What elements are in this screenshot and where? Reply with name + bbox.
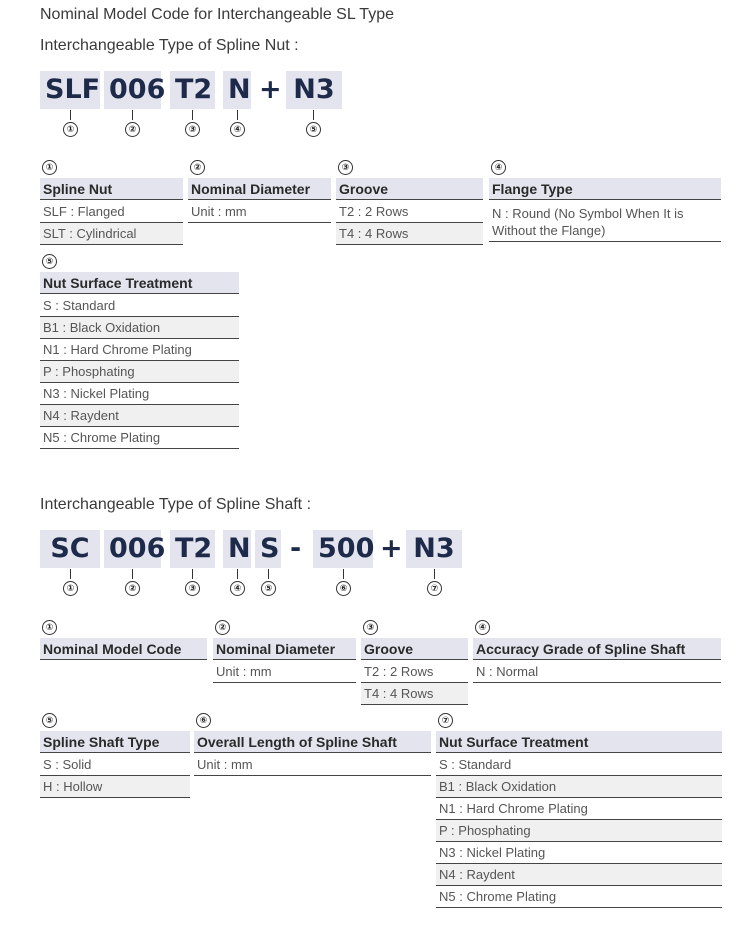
callout-number: ③ (185, 122, 200, 137)
table-number: ⑤ (42, 254, 57, 269)
table-header: Flange Type (489, 178, 721, 200)
table-row: S : Solid (40, 754, 190, 776)
tick-line (268, 569, 269, 579)
page-title: Nominal Model Code for Interchangeable SL Type (40, 6, 394, 23)
shaft-code-part: 006 (104, 530, 161, 568)
table-number: ③ (338, 160, 353, 175)
table-row: SLF : Flanged (40, 201, 183, 223)
table-row: H : Hollow (40, 776, 190, 798)
table-number: ② (190, 160, 205, 175)
callout-number: ③ (185, 581, 200, 596)
table-header: Groove (336, 178, 483, 200)
table-row: SLT : Cylindrical (40, 223, 183, 245)
nut-table-nominal-diameter (188, 160, 331, 230)
callout-number: ⑤ (306, 122, 321, 137)
table-row: T4 : 4 Rows (336, 223, 483, 245)
table-row: Unit : mm (213, 661, 356, 683)
table-header: Overall Length of Spline Shaft (194, 731, 431, 753)
tick-line (132, 569, 133, 579)
table-number: ④ (491, 160, 506, 175)
table-number: ① (42, 160, 57, 175)
table-row: Unit : mm (194, 754, 431, 776)
table-number: ① (42, 620, 57, 635)
nut-code-plus: + (259, 74, 282, 105)
table-header: Nut Surface Treatment (40, 272, 239, 294)
nut-table-surface-treatment (40, 254, 239, 454)
shaft-table-accuracy-grade (473, 620, 721, 690)
shaft-table-model-code (40, 620, 207, 664)
table-row: N : Round (No Symbol When It is Without the Flange) (489, 203, 721, 242)
table-row: N4 : Raydent (40, 405, 239, 427)
tick-line (343, 569, 344, 579)
nut-code-part: N (223, 71, 251, 109)
callout-number: ⑥ (336, 581, 351, 596)
table-number: ④ (475, 620, 490, 635)
table-row: N3 : Nickel Plating (436, 842, 722, 864)
table-row: N1 : Hard Chrome Plating (436, 798, 722, 820)
table-row: P : Phosphating (40, 361, 239, 383)
shaft-table-overall-length (194, 713, 431, 783)
table-number: ⑦ (438, 713, 453, 728)
callout-number: ⑤ (261, 581, 276, 596)
table-row: S : Standard (40, 295, 239, 317)
tick-line (132, 110, 133, 120)
callout-number: ② (125, 122, 140, 137)
nut-table-groove (336, 160, 483, 250)
tick-line (434, 569, 435, 579)
table-row: N3 : Nickel Plating (40, 383, 239, 405)
shaft-table-groove (361, 620, 468, 710)
shaft-code-part: N (223, 530, 251, 568)
callout-number: ② (125, 581, 140, 596)
nut-table-spline-nut (40, 160, 183, 250)
tick-line (237, 110, 238, 120)
table-row: N4 : Raydent (436, 864, 722, 886)
table-row: N1 : Hard Chrome Plating (40, 339, 239, 361)
tick-line (192, 569, 193, 579)
callout-number: ① (63, 122, 78, 137)
shaft-table-surface-treatment (436, 713, 722, 913)
shaft-code-part: T2 (170, 530, 215, 568)
table-row: P : Phosphating (436, 820, 722, 842)
shaft-code-part: S (255, 530, 281, 568)
table-row: N5 : Chrome Plating (40, 427, 239, 449)
table-row: T4 : 4 Rows (361, 683, 468, 705)
table-row: N : Normal (473, 661, 721, 683)
table-header: Groove (361, 638, 468, 660)
shaft-code-part: N3 (406, 530, 462, 568)
nut-table-flange-type (489, 160, 721, 250)
nut-code-part: 006 (104, 71, 161, 109)
callout-number: ④ (230, 122, 245, 137)
tick-line (237, 569, 238, 579)
shaft-code-dash: - (290, 533, 302, 564)
tick-line (192, 110, 193, 120)
table-row: T2 : 2 Rows (336, 201, 483, 223)
table-row: Unit : mm (188, 201, 331, 223)
table-header: Nut Surface Treatment (436, 731, 722, 753)
callout-number: ① (63, 581, 78, 596)
nut-code-part: SLF (40, 71, 100, 109)
table-row: N5 : Chrome Plating (436, 886, 722, 908)
callout-number: ⑦ (427, 581, 442, 596)
table-header: Nominal Diameter (213, 638, 356, 660)
shaft-code-part: SC (40, 530, 100, 568)
table-header: Nominal Diameter (188, 178, 331, 200)
table-header: Spline Shaft Type (40, 731, 190, 753)
table-row: S : Standard (436, 754, 722, 776)
shaft-code-part: 500 (313, 530, 373, 568)
table-header: Spline Nut (40, 178, 183, 200)
table-number: ⑤ (42, 713, 57, 728)
shaft-table-nominal-diameter (213, 620, 356, 690)
callout-number: ④ (230, 581, 245, 596)
table-number: ② (215, 620, 230, 635)
table-number: ③ (363, 620, 378, 635)
tick-line (70, 110, 71, 120)
table-row: B1 : Black Oxidation (40, 317, 239, 339)
table-row: T2 : 2 Rows (361, 661, 468, 683)
shaft-code-plus: + (380, 533, 403, 564)
tick-line (313, 110, 314, 120)
table-header: Nominal Model Code (40, 638, 207, 660)
table-row: B1 : Black Oxidation (436, 776, 722, 798)
table-header: Accuracy Grade of Spline Shaft (473, 638, 721, 660)
shaft-heading: Interchangeable Type of Spline Shaft : (40, 496, 312, 513)
table-number: ⑥ (196, 713, 211, 728)
nut-code-part: N3 (286, 71, 342, 109)
tick-line (70, 569, 71, 579)
nut-heading: Interchangeable Type of Spline Nut : (40, 37, 299, 54)
shaft-table-shaft-type (40, 713, 190, 803)
nut-code-part: T2 (170, 71, 215, 109)
